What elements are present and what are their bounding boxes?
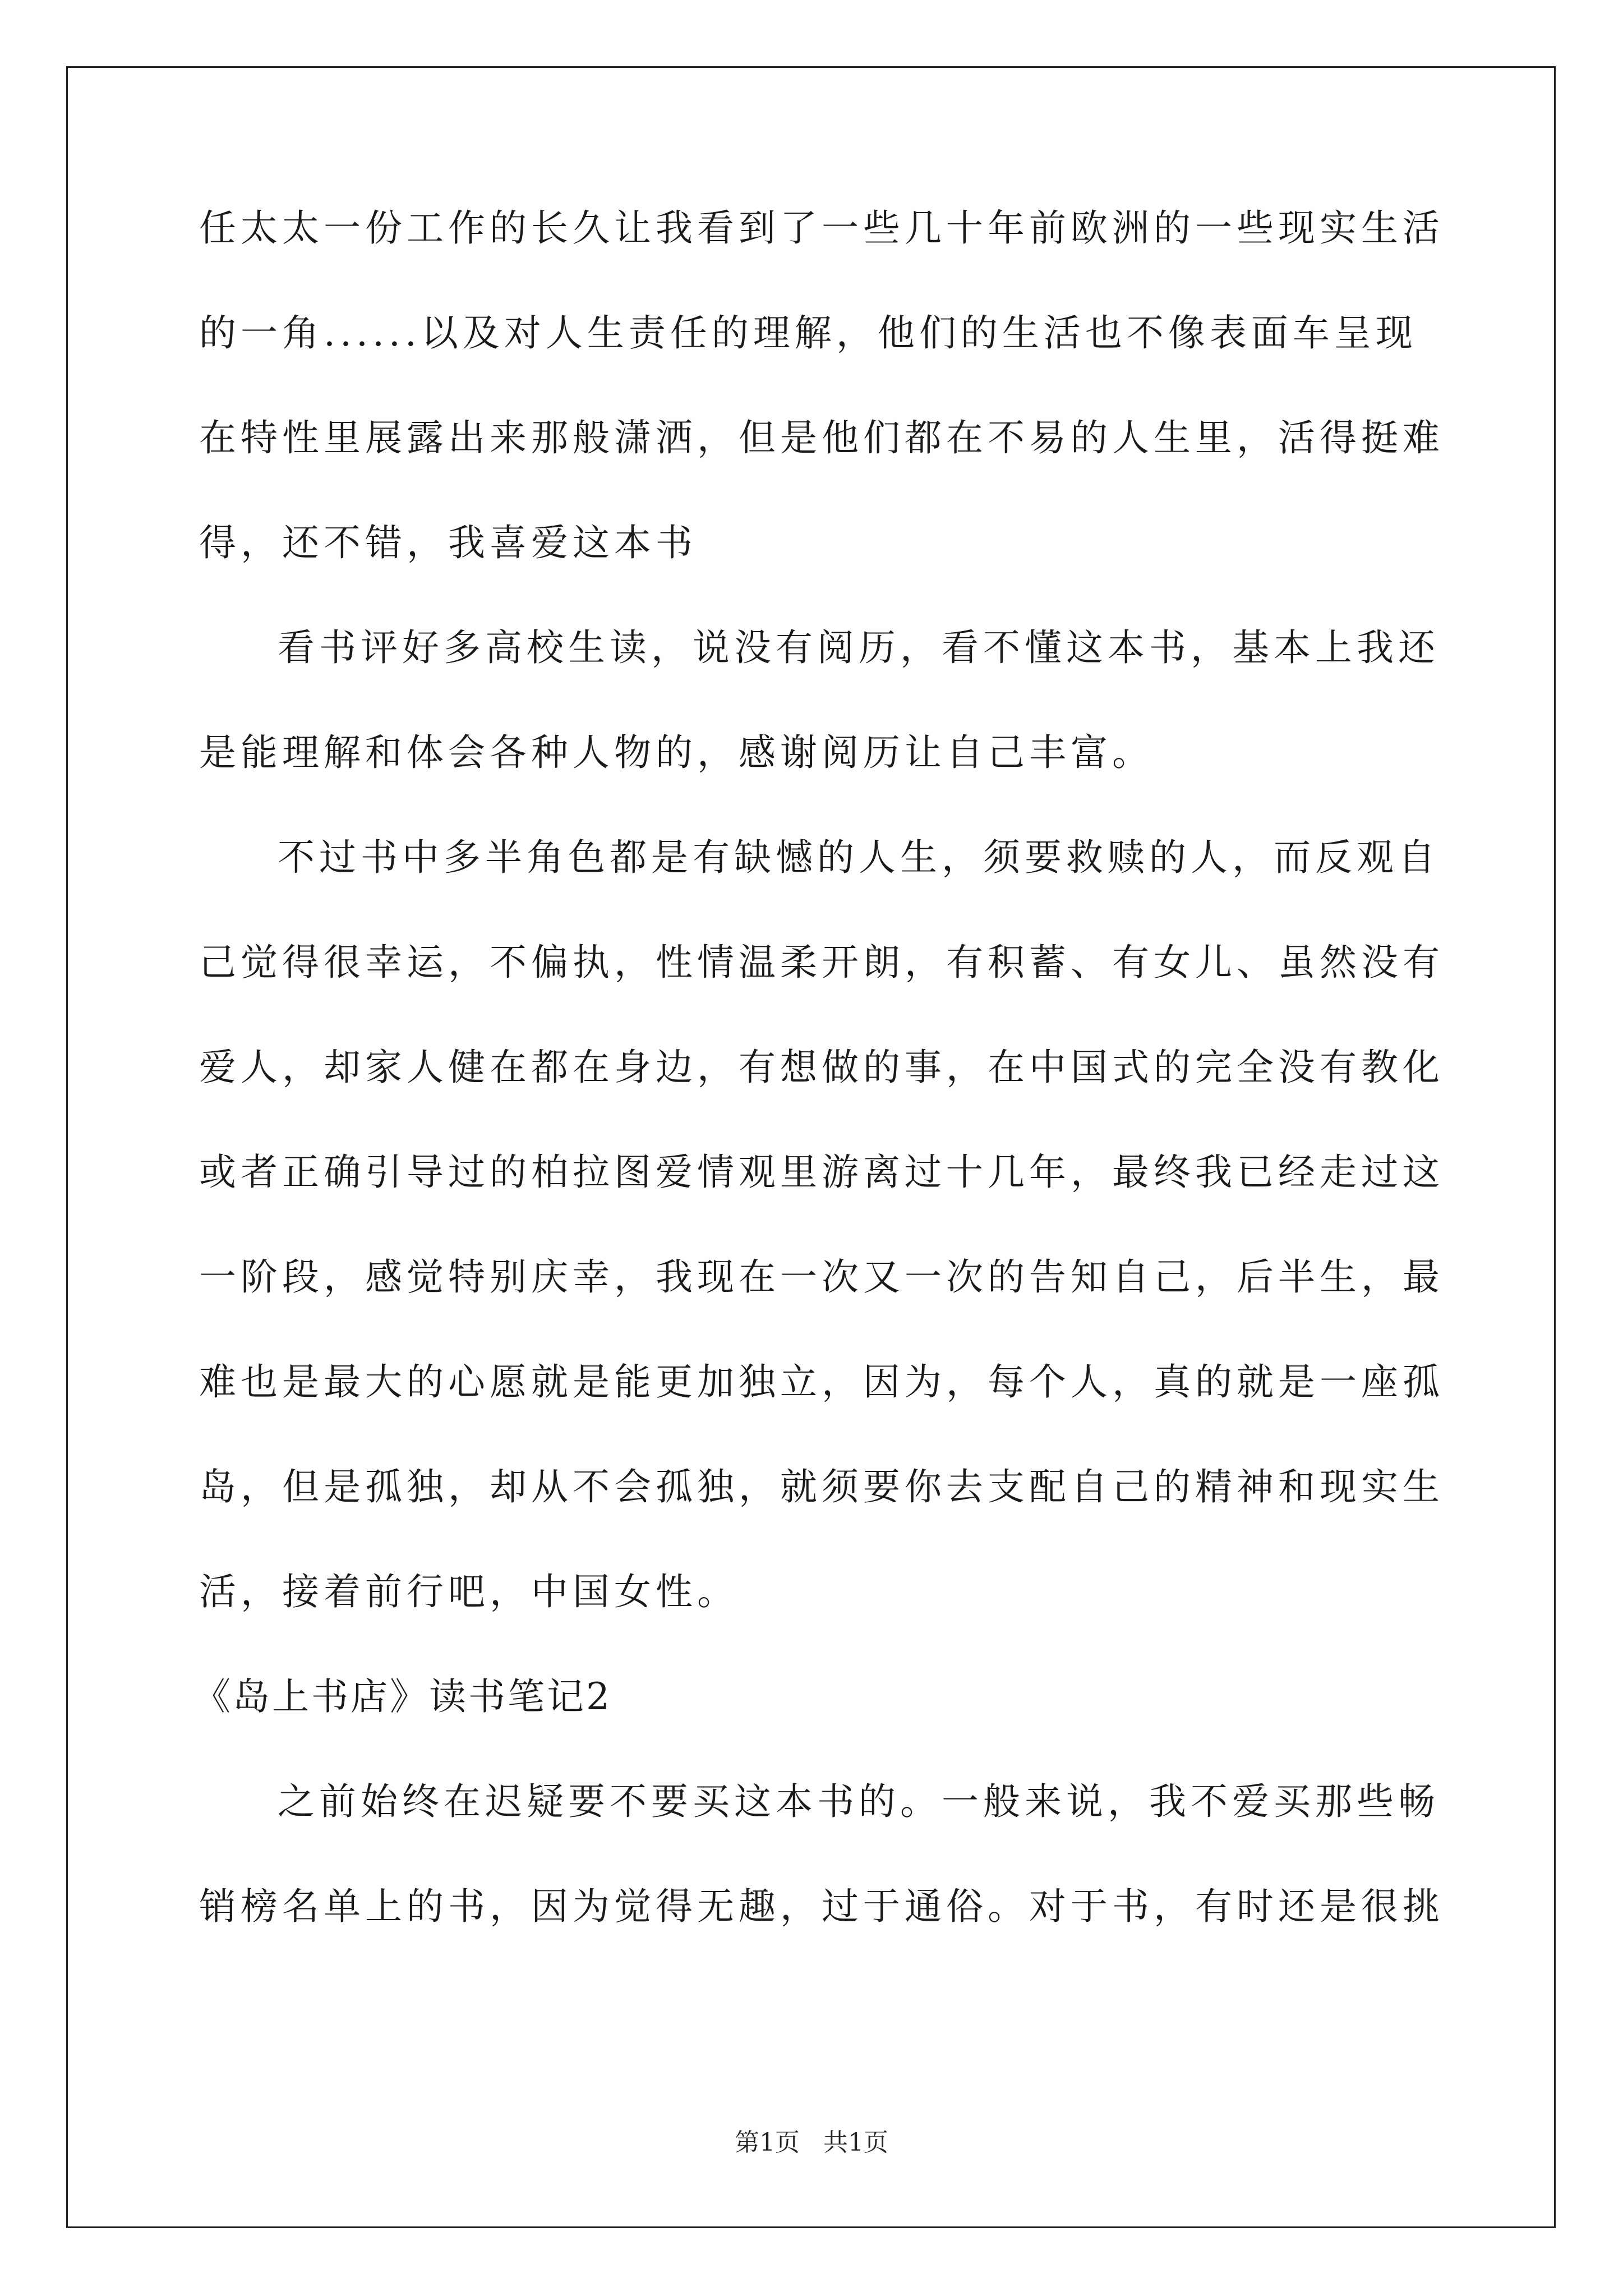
text-line: 岛，但是孤独，却从不会孤独，就须要你去支配自己的精神和现实生 xyxy=(199,1465,1444,1508)
text-line: 是能理解和体会各种人物的，感谢阅历让自己丰富。 xyxy=(199,731,1154,774)
text-line: 的一角......以及对人生责任的理解，他们的生活也不像表面车呈现 xyxy=(199,311,1417,355)
text-line: 或者正确引导过的柏拉图爱情观里游离过十几年，最终我已经走过这 xyxy=(199,1151,1444,1194)
text-line: 爱人，却家人健在都在身边，有想做的事，在中国式的完全没有教化 xyxy=(199,1046,1444,1089)
text-line: 之前始终在迟疑要不要买这本书的。一般来说，我不爱买那些畅 xyxy=(278,1780,1440,1823)
text-line: 活，接着前行吧，中国女性。 xyxy=(199,1570,739,1613)
document-body xyxy=(193,202,1444,1985)
text-line: 难也是最大的心愿就是能更加独立，因为，每个人，真的就是一座孤 xyxy=(199,1360,1444,1404)
text-line: 己觉得很幸运，不偏执，性情温柔开朗，有积蓄、有女儿、虽然没有 xyxy=(199,941,1444,984)
text-line: 看书评好多高校生读，说没有阅历，看不懂这本书，基本上我还 xyxy=(278,626,1440,669)
text-line: 得，还不错，我喜爱这本书 xyxy=(199,521,697,564)
text-line: 销榜名单上的书，因为觉得无趣，过于通俗。对于书，有时还是很挑 xyxy=(199,1885,1444,1928)
text-line: 在特性里展露出来那般潇洒，但是他们都在不易的人生里，活得挺难 xyxy=(199,416,1444,459)
section-heading: 《岛上书店》读书笔记2 xyxy=(193,1675,612,1718)
text-line: 任太太一份工作的长久让我看到了一些几十年前欧洲的一些现实生活 xyxy=(199,206,1444,250)
page-footer: 第1页 共1页 xyxy=(735,2128,888,2157)
text-line: 一阶段，感觉特别庆幸，我现在一次又一次的告知自己，后半生，最 xyxy=(199,1255,1444,1299)
text-line: 不过书中多半角色都是有缺憾的人生，须要救赎的人，而反观自 xyxy=(278,836,1440,879)
